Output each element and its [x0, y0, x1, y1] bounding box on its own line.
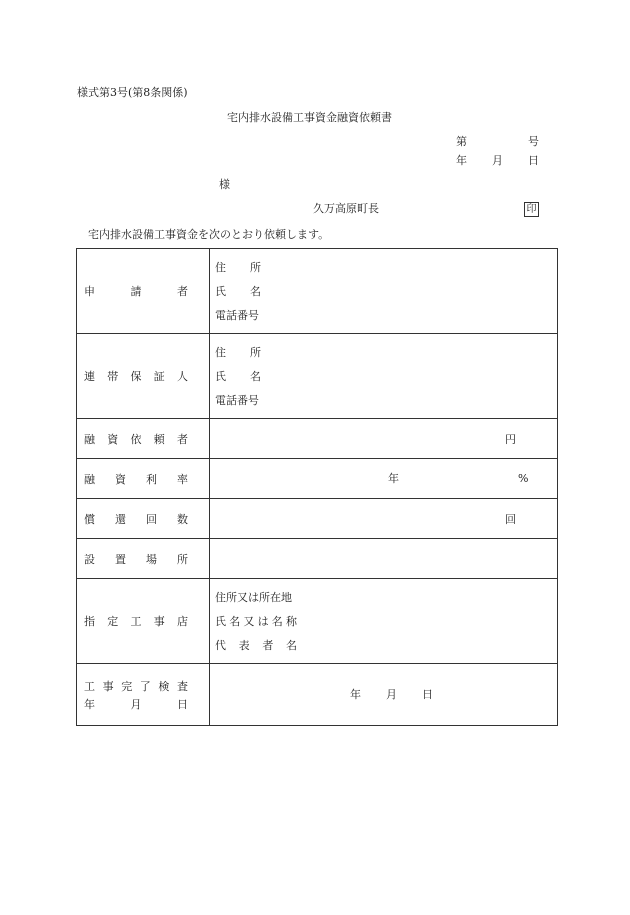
inspection-label-line1: 工 事 完 了 検 査 [84, 679, 188, 693]
inspection-label-cell [77, 664, 210, 726]
seal-stamp: 印 [524, 202, 539, 217]
percent-unit: % [518, 471, 529, 485]
table-row-contractor [77, 579, 558, 664]
table-row-location [77, 539, 558, 579]
inspection-year-label: 年 [350, 687, 361, 701]
application-form-table [76, 248, 558, 726]
issuer-name: 久万高原町長 [313, 202, 379, 215]
interest-rate-value-cell[interactable] [210, 459, 558, 499]
loan-amount-value-cell[interactable] [210, 419, 558, 459]
repayments-value-cell[interactable] [210, 499, 558, 539]
inspection-month-label: 月 [386, 687, 397, 701]
repayments-label-cell [77, 499, 210, 539]
contractor-name-label: 氏 名 又 は 名 称 [215, 614, 297, 628]
loan-amount-label-cell [77, 419, 210, 459]
applicant-address-label: 住 所 [215, 260, 261, 274]
inspection-date-cell[interactable] [210, 664, 558, 726]
yen-unit: 円 [505, 432, 516, 446]
repayments-label: 償 還 回 数 [84, 512, 188, 526]
table-row-repayments [77, 499, 558, 539]
table-row-inspection-date [77, 664, 558, 726]
guarantor-address-label: 住 所 [215, 345, 261, 359]
form-number: 様式第3号(第8条関係) [77, 86, 188, 99]
intro-text: 宅内排水設備工事資金を次のとおり依頼します。 [88, 228, 330, 241]
contractor-label-cell [77, 579, 210, 664]
applicant-label-cell [77, 249, 210, 334]
inspection-label-line2: 年 月 日 [84, 697, 188, 711]
interest-year-label: 年 [388, 471, 399, 485]
table-row-interest-rate [77, 459, 558, 499]
inspection-day-label: 日 [422, 687, 433, 701]
contractor-representative-label: 代 表 者 名 [215, 639, 297, 653]
applicant-phone-label: 電話番号 [215, 309, 259, 323]
date-year-label: 年 [456, 154, 467, 167]
guarantor-label-cell [77, 334, 210, 419]
contractor-fields-cell[interactable] [210, 579, 558, 664]
times-unit: 回 [505, 512, 516, 526]
guarantor-label: 連 帯 保 証 人 [84, 370, 188, 383]
table-row-applicant [77, 249, 558, 334]
guarantor-name-label: 氏 名 [215, 369, 261, 383]
table-row-guarantor [77, 334, 558, 419]
location-value-cell[interactable] [210, 539, 558, 579]
applicant-fields-cell[interactable] [210, 249, 558, 334]
applicant-label: 申 請 者 [84, 285, 188, 298]
page-title: 宅内排水設備工事資金融資依頼書 [227, 111, 392, 124]
interest-rate-label-cell [77, 459, 210, 499]
loan-amount-label: 融 資 依 頼 者 [84, 432, 188, 446]
applicant-name-label: 氏 名 [215, 284, 261, 298]
contractor-label: 指 定 工 事 店 [84, 615, 188, 628]
location-label: 設 置 場 所 [84, 552, 188, 566]
guarantor-phone-label: 電話番号 [215, 394, 259, 408]
contractor-address-label: 住所又は所在地 [215, 590, 292, 604]
recipient-suffix: 様 [219, 178, 230, 191]
location-label-cell [77, 539, 210, 579]
interest-rate-label: 融 資 利 率 [84, 472, 188, 486]
date-month-label: 月 [492, 154, 503, 167]
table-row-loan-amount [77, 419, 558, 459]
guarantor-fields-cell[interactable] [210, 334, 558, 419]
doc-number-suffix: 号 [528, 135, 539, 148]
doc-number-prefix: 第 [456, 135, 467, 148]
date-day-label: 日 [528, 154, 539, 167]
